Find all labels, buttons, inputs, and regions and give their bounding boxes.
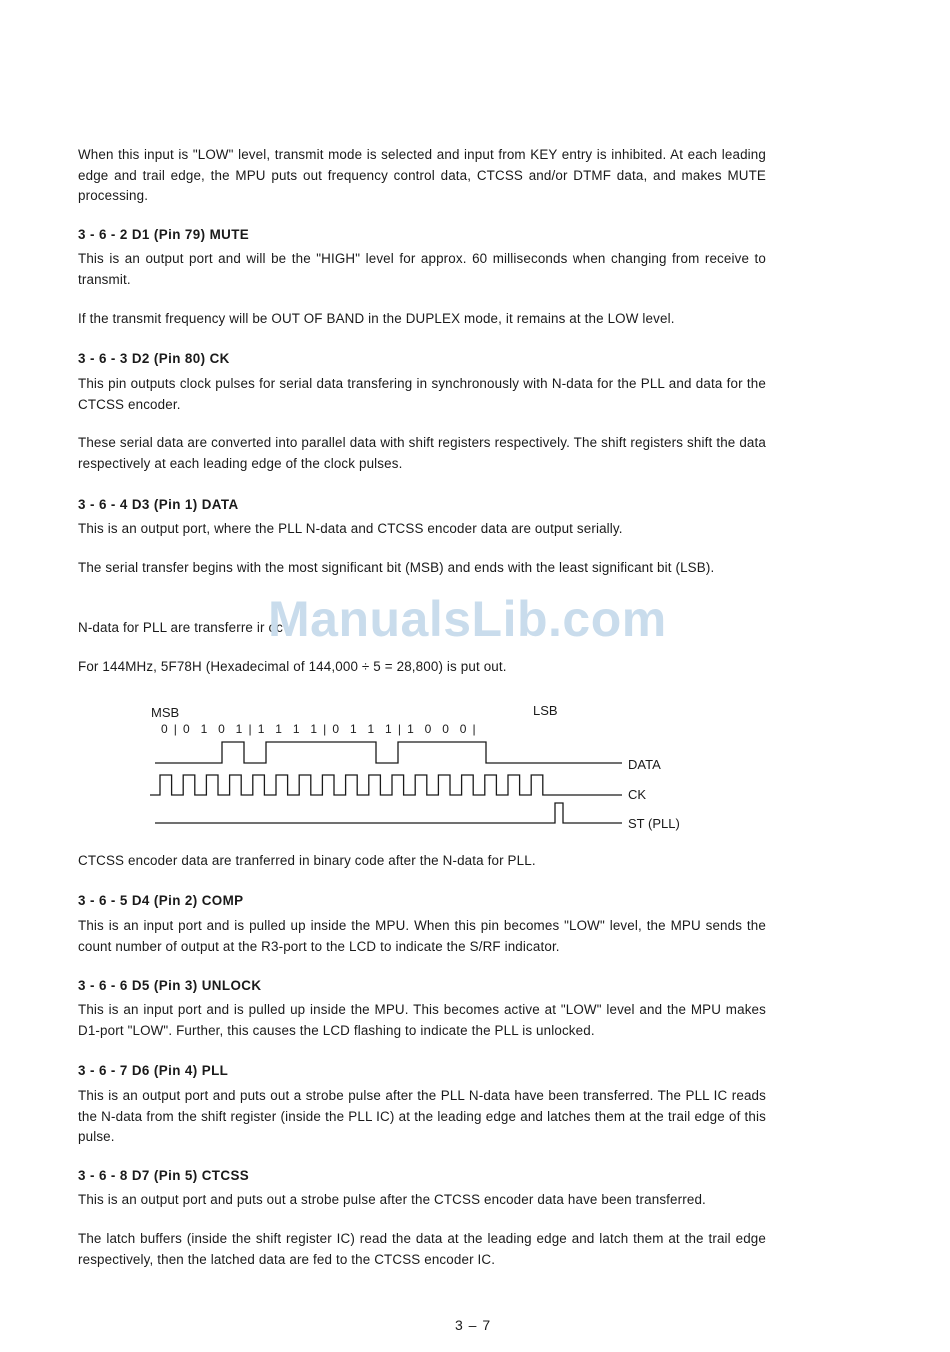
data-signal-label: DATA [628, 757, 661, 772]
lsb-label: LSB [533, 703, 558, 718]
section-heading-3-6-2: 3 - 6 - 2 D1 (Pin 79) MUTE [78, 227, 250, 242]
st-signal-label: ST (PLL) [628, 816, 680, 831]
section-heading-3-6-4: 3 - 6 - 4 D3 (Pin 1) DATA [78, 497, 239, 512]
data-paragraph-5: CTCSS encoder data are tranferred in binary code after the N-data for PLL. [78, 853, 536, 868]
unlock-paragraph-1: This is an input port and is pulled up inside the MPU. This becomes active at "LOW" level and the MPU makes D1-port "LOW". Further, this causes the LCD flashing to indicate the PLL is unlocked. [78, 1002, 766, 1038]
msb-label: MSB [151, 705, 180, 720]
ck-signal-label: CK [628, 787, 647, 802]
data-paragraph-4: For 144MHz, 5F78H (Hexadecimal of 144,000 ÷ 5 = 28,800) is put out. [78, 659, 507, 674]
ctcss-paragraph-2: The latch buffers (inside the shift register IC) read the data at the leading edge and latch them at the trail edge respectively, then the latched data are fed to the CTCSS encoder IC. [78, 1231, 766, 1267]
ck-waveform [150, 775, 622, 795]
section-heading-3-6-3: 3 - 6 - 3 D2 (Pin 80) CK [78, 351, 230, 366]
serial-timing-diagram [0, 695, 950, 840]
data-paragraph-3: N-data for PLL are transferre ir oc . [78, 620, 291, 635]
data-paragraph-2: The serial transfer begins with the most significant bit (MSB) and ends with the least significant bit (LSB). [78, 560, 715, 575]
pll-paragraph-1: This is an output port and puts out a strobe pulse after the PLL N-data have been transferred. The PLL IC reads the N-data from the shift register (inside the PLL IC) at the leading edge and latches them at the trail edge of this pulse. [78, 1088, 766, 1144]
section-heading-3-6-5: 3 - 6 - 5 D4 (Pin 2) COMP [78, 893, 244, 908]
ctcss-paragraph-1: This is an output port and puts out a strobe pulse after the CTCSS encoder data have been transferred. [78, 1192, 706, 1207]
section-heading-3-6-7: 3 - 6 - 7 D6 (Pin 4) PLL [78, 1063, 229, 1078]
intro-paragraph: When this input is "LOW" level, transmit mode is selected and input from KEY entry is inhibited. At each leading edge and trail edge, the MPU puts out frequency control data, CTCSS and/or DTMF data, and makes MUTE processing. [78, 147, 766, 203]
section-heading-3-6-8: 3 - 6 - 8 D7 (Pin 5) CTCSS [78, 1168, 250, 1183]
ck-paragraph-1: This pin outputs clock pulses for serial data transfering in synchronously with N-data for the PLL and data for the CTCSS encoder. [78, 376, 766, 412]
page-number: 3 – 7 [455, 1317, 492, 1333]
mute-paragraph-1: This is an output port and will be the "HIGH" level for approx. 60 milliseconds when changing from receive to transmit. [78, 251, 766, 287]
ck-paragraph-2: These serial data are converted into parallel data with shift registers respectively. The shift registers shift the data respectively at each leading edge of the clock pulses. [78, 435, 766, 471]
watermark: ManualsLib.com [268, 591, 667, 647]
mute-paragraph-2: If the transmit frequency will be OUT OF BAND in the DUPLEX mode, it remains at the LOW level. [78, 311, 675, 326]
bit-sequence: 0 | 0 1 0 1 | 1 1 1 1 | 0 1 1 1 | 1 0 0 0 | [161, 722, 478, 736]
section-heading-3-6-6: 3 - 6 - 6 D5 (Pin 3) UNLOCK [78, 978, 262, 993]
data-waveform [155, 742, 622, 763]
st-waveform [155, 803, 622, 823]
data-paragraph-1: This is an output port, where the PLL N-data and CTCSS encoder data are output serially. [78, 521, 623, 536]
comp-paragraph-1: This is an input port and is pulled up inside the MPU. When this pin becomes "LOW" level, the MPU sends the count number of output at the R3-port to the LCD to indicate the S/RF indicator. [78, 918, 766, 954]
